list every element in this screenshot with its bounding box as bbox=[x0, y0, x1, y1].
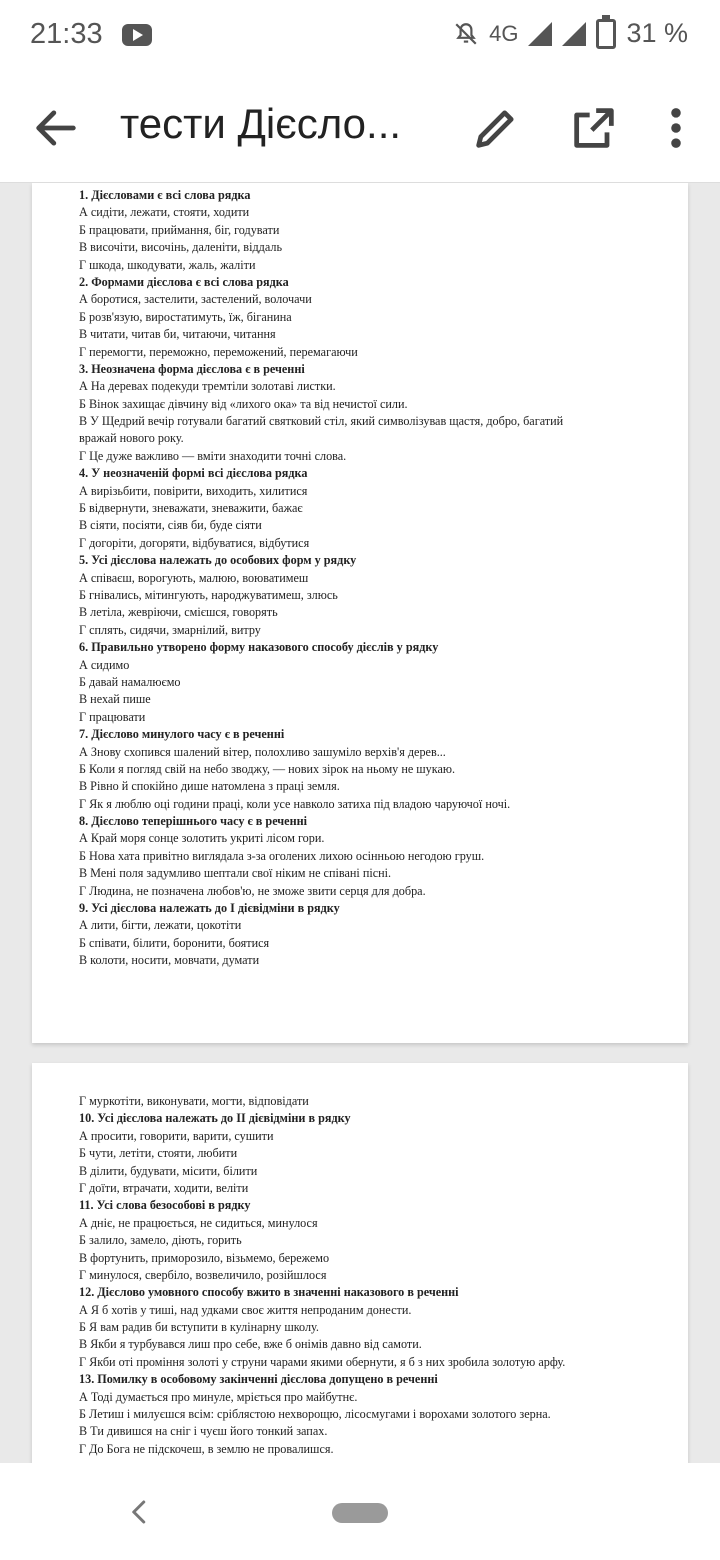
system-nav-bar bbox=[0, 1463, 720, 1560]
answer-line: Б гнівались, мітингують, народжуватимеш, злюсь bbox=[79, 587, 338, 602]
more-vert-icon[interactable] bbox=[660, 102, 692, 154]
question-line: 6. Правильно утворено форму наказового способу дієслів у рядку bbox=[79, 640, 439, 655]
answer-line: А боротися, застелити, застелений, волочачи bbox=[79, 292, 312, 307]
answer-line: В Мені поля задумливо шептали свої ніким не співані пісні. bbox=[79, 866, 392, 881]
question-line: 4. У неозначеній формі всі дієслова рядка bbox=[79, 466, 308, 481]
answer-line: А співаєш, ворогують, малюю, воюватимеш bbox=[79, 570, 309, 585]
answer-line: А просити, говорити, варити, сушити bbox=[79, 1128, 274, 1143]
edit-pencil-icon[interactable] bbox=[470, 102, 522, 154]
youtube-notification-icon bbox=[122, 24, 152, 46]
question-line: 1. Дієсловами є всі слова рядка bbox=[79, 188, 251, 202]
app-bar bbox=[0, 72, 720, 183]
answer-line: Г перемогти, переможно, переможений, перемагаючи bbox=[79, 344, 358, 359]
answer-line: Б співати, білити, боронити, боятися bbox=[79, 935, 270, 950]
question-line: 9. Усі дієслова належать до І дієвідміни в рядку bbox=[79, 901, 340, 916]
document-page-1 bbox=[32, 183, 688, 1043]
question-line: 5. Усі дієслова належать до особових форм у рядку bbox=[79, 553, 357, 568]
answer-line: В ділити, будувати, місити, білити bbox=[79, 1163, 258, 1178]
answer-line: А дніє, не працюється, не сидиться, минулося bbox=[79, 1215, 318, 1230]
answer-line: В колоти, носити, мовчати, думати bbox=[79, 953, 260, 968]
answer-line: В летіла, жевріючи, смієшся, говорять bbox=[79, 605, 278, 620]
answer-line: Б Вінок захищає дівчину від «лихого ока» та від нечистої сили. bbox=[79, 396, 408, 411]
answer-line: В Якби я турбувався лиш про себе, вже б онімів давно від самоти. bbox=[79, 1337, 422, 1352]
answer-line: Б давай намалюємо bbox=[79, 674, 181, 689]
mute-bell-icon bbox=[453, 21, 479, 47]
answer-line: Б Летиш і милуєшся всім: сріблястою нехворощю, лісосмугами і ворохами золотого зерна. bbox=[79, 1407, 551, 1422]
answer-line: Б відвернути, зневажати, зневажити, бажає bbox=[79, 501, 303, 516]
question-line: 7. Дієслово минулого часу є в реченні bbox=[79, 727, 285, 742]
document-page-2 bbox=[32, 1063, 688, 1463]
answer-line: Б Нова хата привітно виглядала з-за оголених лихою осінньою негодою груш. bbox=[79, 848, 485, 863]
answer-line: А сидіти, лежати, стояти, ходити bbox=[79, 205, 250, 220]
answer-line: В сіяти, посіяти, сіяв би, буде сіяти bbox=[79, 518, 262, 533]
open-external-icon[interactable] bbox=[568, 102, 620, 154]
question-line: 13. Помилку в особовому закінченні дієслова допущено в реченні bbox=[79, 1372, 438, 1387]
signal-icon-2 bbox=[562, 22, 586, 46]
answer-line: А Тоді думається про минуле, мріється про майбутнє. bbox=[79, 1389, 358, 1404]
answer-line: В фортунить, приморозило, візьмемо, бережемо bbox=[79, 1250, 330, 1265]
question-line: 10. Усі дієслова належать до ІІ дієвідміни в рядку bbox=[79, 1111, 351, 1126]
question-line: 2. Формами дієслова є всі слова рядка bbox=[79, 274, 289, 289]
document-viewer[interactable] bbox=[0, 183, 720, 1463]
answer-line: Г Це дуже важливо — вміти знаходити точні слова. bbox=[79, 448, 347, 463]
answer-line: Г Якби оті проміння золоті у струни чарами якими обернути, я б з них зробила золотую арфу. bbox=[79, 1354, 566, 1369]
answer-line: Г До Бога не підскочеш, в землю не провалишся. bbox=[79, 1441, 334, 1456]
answer-line: Б працювати, приймання, біг, годувати bbox=[79, 222, 280, 237]
answer-line: Г муркотіти, виконувати, могти, відповідати bbox=[79, 1094, 309, 1108]
answer-line: В височіти, височінь, даленіти, віддаль bbox=[79, 240, 283, 255]
signal-icon bbox=[528, 22, 552, 46]
answer-line: Б залило, замело, діють, горить bbox=[79, 1233, 242, 1248]
status-bar bbox=[0, 0, 720, 72]
answer-line: Г Людина, не позначена любов'ю, не зможе звити серця для добра. bbox=[79, 883, 426, 898]
answer-line: Б Коли я погляд свій на небо зводжу, — нових зірок на ньому не шукаю. bbox=[79, 761, 456, 776]
answer-line: В У Щедрий вечір готували багатий святковий стіл, який символізував щастя, добро, багатий bbox=[79, 414, 564, 429]
answer-line: Г догоріти, догоряти, відбуватися, відбутися bbox=[79, 535, 310, 550]
status-time: 21:33 bbox=[30, 18, 103, 50]
battery-level: 31 % bbox=[626, 18, 688, 48]
nav-back-icon[interactable] bbox=[125, 1497, 155, 1527]
status-icons bbox=[453, 18, 688, 49]
answer-line: Г працювати bbox=[79, 709, 146, 724]
document-title: тести Дієсло... bbox=[120, 100, 402, 147]
answer-line: Г сплять, сидячи, змарнілий, витру bbox=[79, 622, 261, 637]
answer-line: вражай нового року. bbox=[79, 431, 184, 446]
page-1-content bbox=[79, 187, 648, 970]
answer-line: Г шкода, шкодувати, жаль, жаліти bbox=[79, 257, 256, 272]
answer-line: Г доїти, втрачати, ходити, веліти bbox=[79, 1180, 249, 1195]
answer-line: Г Як я люблю оці години праці, коли усе навколо затиха під владою чаруючої ночі. bbox=[79, 796, 511, 811]
answer-line: А вирізьбити, повірити, виходить, хилитися bbox=[79, 483, 308, 498]
battery-icon bbox=[596, 19, 616, 49]
nav-home-pill[interactable] bbox=[332, 1503, 388, 1523]
answer-line: В Рівно й спокійно дише натомлена з праці земля. bbox=[79, 779, 340, 794]
answer-line: Б Я вам радив би вступити в кулінарну школу. bbox=[79, 1320, 319, 1335]
answer-line: А На деревах подекуди тремтіли золотаві листки. bbox=[79, 379, 336, 394]
answer-line: А Край моря сонце золотить укриті лісом гори. bbox=[79, 831, 325, 846]
answer-line: А Знову схопився шалений вітер, полохливо зашуміло верхів'я дерев... bbox=[79, 744, 446, 759]
question-line: 12. Дієслово умовного способу вжито в значенні наказового в реченні bbox=[79, 1285, 459, 1300]
answer-line: Б чути, летіти, стояти, любити bbox=[79, 1146, 238, 1161]
answer-line: В нехай пише bbox=[79, 692, 151, 707]
answer-line: В Ти дивишся на сніг і чуєш його тонкий запах. bbox=[79, 1424, 328, 1439]
answer-line: А сидимо bbox=[79, 657, 130, 672]
answer-line: А лити, бігти, лежати, цокотіти bbox=[79, 918, 242, 933]
answer-line: А Я б хотів у тиші, над удками своє життя непроданим донести. bbox=[79, 1302, 412, 1317]
answer-line: В читати, читав би, читаючи, читання bbox=[79, 327, 276, 342]
back-arrow-icon[interactable] bbox=[30, 102, 82, 154]
answer-line: Б розв'язую, виростатимуть, їж, біганина bbox=[79, 309, 292, 324]
page-2-content bbox=[79, 1093, 648, 1458]
answer-line: Г минулося, свербіло, возвеличило, розійшлося bbox=[79, 1267, 327, 1282]
question-line: 3. Неозначена форма дієслова є в реченні bbox=[79, 361, 305, 376]
network-type: 4G bbox=[489, 20, 519, 46]
question-line: 11. Усі слова безособові в рядку bbox=[79, 1198, 251, 1213]
question-line: 8. Дієслово теперішнього часу є в реченні bbox=[79, 814, 308, 829]
